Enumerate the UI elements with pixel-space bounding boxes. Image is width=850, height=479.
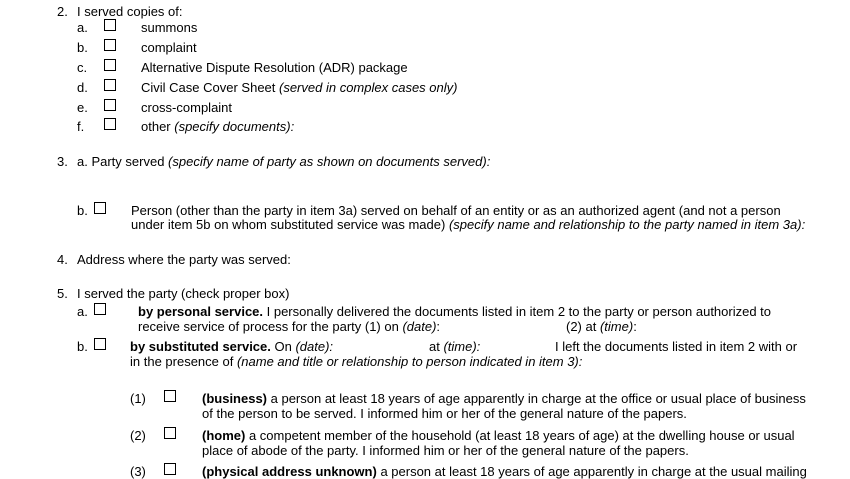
- item5-sub3-text: a person at least 18 years of age apparently in charge at the usual mailing: [376, 464, 807, 479]
- item5-sub1-number: (1): [130, 391, 146, 406]
- item5-a-line2-text: receive service of process for the party (1) on: [138, 319, 403, 334]
- item5-sub1-line2: of the person to be served. I informed him or her of the general nature of the papers.: [202, 406, 687, 421]
- item5-b-on: On: [270, 339, 296, 354]
- item5-sub1-text: a person at least 18 years of age apparently in charge at the office or usual place of business: [267, 391, 806, 406]
- item5-a-time-field: [566, 319, 637, 334]
- item2-a-label: summons: [141, 20, 198, 35]
- item5-number: 5.: [57, 286, 68, 301]
- item5-a-time-prefix: (2) at: [566, 319, 600, 334]
- item2-heading: I served copies of:: [77, 4, 183, 19]
- item2-b-checkbox[interactable]: [104, 39, 116, 51]
- item5-a-date: (date): [402, 319, 437, 334]
- item5-b-time: (time):: [443, 339, 481, 354]
- item5-sub2-text: a competent member of the household (at least 18 years of age) at the dwelling house or usual: [245, 428, 795, 443]
- item3-a-label: a. Party served: [77, 154, 169, 169]
- item5-b-date: (date):: [295, 339, 334, 354]
- item2-c-checkbox[interactable]: [104, 59, 116, 71]
- item5-b-line1: [130, 339, 333, 354]
- item5-a-line1: [138, 304, 771, 319]
- item2-a-letter: a.: [77, 20, 88, 35]
- item2-f-checkbox[interactable]: [104, 118, 116, 130]
- item2-number: 2.: [57, 4, 68, 19]
- item5-sub2-checkbox[interactable]: [164, 427, 176, 439]
- item5-a-letter: a.: [77, 304, 88, 319]
- item5-b-line2-italic: (name and title or relationship to person indicated in item 3):: [236, 354, 583, 369]
- item3-b-line2: [131, 217, 805, 232]
- item2-d-label: Civil Case Cover Sheet: [141, 80, 279, 95]
- item4-number: 4.: [57, 252, 68, 267]
- item2-d-checkbox[interactable]: [104, 79, 116, 91]
- item3-b-line2-italic: (specify name and relationship to the party named in item 3a):: [448, 217, 806, 232]
- item5-sub1-checkbox[interactable]: [164, 390, 176, 402]
- item3-a-text: [77, 154, 490, 169]
- item5-a-line2: [138, 319, 440, 334]
- item2-f-text: [141, 119, 294, 134]
- item2-c-label: Alternative Dispute Resolution (ADR) package: [141, 60, 408, 75]
- item3-number: 3.: [57, 154, 68, 169]
- item2-a-checkbox[interactable]: [104, 19, 116, 31]
- item2-f-label: other: [141, 119, 175, 134]
- item2-d-note: (served in complex cases only): [279, 80, 458, 95]
- item5-sub3-checkbox[interactable]: [164, 463, 176, 475]
- item5-sub3-number: (3): [130, 464, 146, 479]
- item2-e-checkbox[interactable]: [104, 99, 116, 111]
- item5-a-bold: by personal service.: [138, 304, 264, 319]
- item5-a-colon: :: [436, 319, 441, 334]
- item2-d-text: [141, 80, 457, 95]
- item5-sub1-bold: (business): [202, 391, 268, 406]
- item5-a-time-colon: :: [633, 319, 637, 334]
- item5-sub2-number: (2): [130, 428, 146, 443]
- item5-b-left: I left the documents listed in item 2 with or: [555, 339, 798, 354]
- item2-b-letter: b.: [77, 40, 88, 55]
- item2-d-letter: d.: [77, 80, 88, 95]
- item2-b-label: complaint: [141, 40, 197, 55]
- item2-c-letter: c.: [77, 60, 88, 75]
- item5-a-checkbox[interactable]: [94, 303, 106, 315]
- item3-b-letter: b.: [77, 203, 88, 218]
- item5-b-bold: by substituted service.: [130, 339, 271, 354]
- item5-b-time-field: [429, 339, 480, 354]
- item2-e-label: cross-complaint: [141, 100, 233, 115]
- item5-sub3-bold: (physical address unknown): [202, 464, 377, 479]
- item5-sub2-line2: place of abode of the party. I informed him or her of the general nature of the papers.: [202, 443, 689, 458]
- item5-b-at: at: [429, 339, 444, 354]
- item5-a-text: I personally delivered the documents listed in item 2 to the party or person authorized to: [263, 304, 772, 319]
- item5-heading: I served the party (check proper box): [77, 286, 290, 301]
- item2-f-note: (specify documents):: [174, 119, 295, 134]
- item3-b-checkbox[interactable]: [94, 202, 106, 214]
- item5-a-time: (time): [599, 319, 634, 334]
- item3-b-line1: Person (other than the party in item 3a) served on behalf of an entity or as an authorized agent (and not a person: [131, 203, 781, 218]
- item5-sub1-line1: [202, 391, 806, 406]
- item2-f-letter: f.: [77, 119, 85, 134]
- item3-b-line2-plain: under item 5b on whom substituted service was made): [131, 217, 449, 232]
- item4-text: Address where the party was served:: [77, 252, 291, 267]
- item5-b-line2-plain: in the presence of: [130, 354, 237, 369]
- item3-a-note: (specify name of party as shown on documents served):: [168, 154, 491, 169]
- item5-b-line2: [130, 354, 582, 369]
- item5-sub3-line1: [202, 464, 807, 479]
- item5-b-letter: b.: [77, 339, 88, 354]
- item5-sub2-bold: (home): [202, 428, 246, 443]
- item5-sub2-line1: [202, 428, 795, 443]
- item5-b-checkbox[interactable]: [94, 338, 106, 350]
- item2-e-letter: e.: [77, 100, 88, 115]
